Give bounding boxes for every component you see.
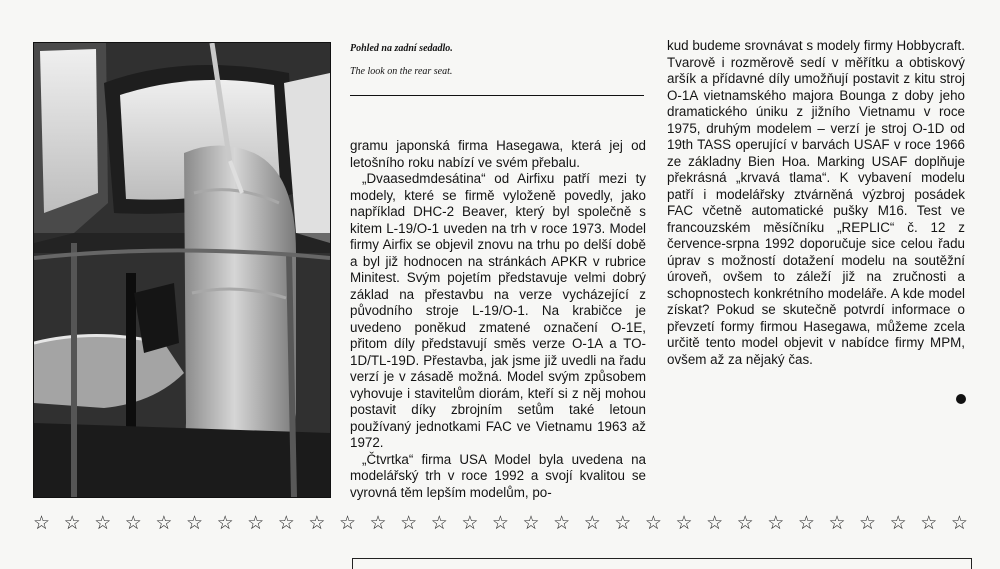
star-divider [33, 513, 968, 535]
bleed-through-text [650, 398, 970, 458]
star-icon: ☆ [553, 513, 571, 534]
star-icon: ☆ [491, 513, 509, 534]
star-icon: ☆ [797, 513, 815, 534]
star-icon: ☆ [920, 513, 938, 534]
aircraft-rear-seat-photo-icon [34, 43, 330, 497]
star-icon: ☆ [644, 513, 662, 534]
paragraph: gramu japonská firma Hasegawa, která jej od letošního roku nabízí ve svém přebalu. [350, 138, 646, 170]
star-icon: ☆ [461, 513, 479, 534]
star-icon: ☆ [889, 513, 907, 534]
star-icon: ☆ [583, 513, 601, 534]
star-icon: ☆ [124, 513, 142, 534]
star-icon: ☆ [828, 513, 846, 534]
star-icon: ☆ [338, 513, 356, 534]
star-icon: ☆ [522, 513, 540, 534]
star-icon: ☆ [950, 513, 968, 534]
photo-caption [350, 42, 640, 88]
star-icon: ☆ [155, 513, 173, 534]
rear-seat-photo [33, 42, 331, 498]
star-icon: ☆ [308, 513, 326, 534]
caption-czech: Pohled na zadní sedadlo. [350, 43, 453, 54]
star-icon: ☆ [369, 513, 387, 534]
next-box-border [352, 558, 972, 569]
star-icon: ☆ [614, 513, 632, 534]
star-icon: ☆ [430, 513, 448, 534]
star-icon: ☆ [859, 513, 877, 534]
end-of-article-bullet-icon [956, 394, 966, 404]
star-icon: ☆ [33, 513, 51, 534]
paragraph: kud budeme srovnávat s modely firmy Hobbycraft. Tvarově i rozměrově sedí v měřítku a obtiskový aršík a přídavné díly umožňují postavit z kitu stroj O-1A vietnamského majora Bounga z doby jeho dramatického úniku z jižního Vietnamu v roce 1975, druhým modelem – verzí je stroj O-1D od 19th TASS operující v barvách USAF v roce 1966 ze základny Bien Hoa. Marking USAF doplňuje překrásná „krvavá tlama“. K vybavení modelu patří i modelářsky ztvárněná výzbroj posádek FAC včetně automatické pušky M16. Test ve francouzském měsíčníku „REPLIC“ č. 12 z července-srpna 1992 doporučuje sice celou řadu úprav s možností dotažení modelu na soutěžní úroveň, ovšem to záleží již na zručnosti a schopnostech konkrétního modeláře. A kde model získat? Pokud se skutečně potvrdí informace o převzetí formy firmou Hasegawa, můžeme zcela určitě tento model objevit v nabídce firmy MPM, ovšem až za nějaký čas. [667, 38, 965, 367]
article-column-right [667, 38, 965, 368]
caption-divider [350, 95, 644, 96]
star-icon: ☆ [736, 513, 754, 534]
star-icon: ☆ [400, 513, 418, 534]
article-column-middle [350, 138, 646, 501]
star-icon: ☆ [675, 513, 693, 534]
star-icon: ☆ [247, 513, 265, 534]
star-icon: ☆ [767, 513, 785, 534]
caption-english: The look on the rear seat. [350, 66, 453, 77]
star-icon: ☆ [94, 513, 112, 534]
star-icon: ☆ [706, 513, 724, 534]
star-icon: ☆ [277, 513, 295, 534]
star-icon: ☆ [63, 513, 81, 534]
star-icon: ☆ [185, 513, 204, 534]
paragraph: „Čtvrtka“ firma USA Model byla uvedena na modelářský trh v roce 1992 a svojí kvalitou se vyrovná těm lepším modelům, po- [350, 451, 646, 500]
paragraph: „Dvaasedmdesátina“ od Airfixu patří mezi ty modely, které se firmě vyloženě povedly, jako například DHC-2 Beaver, který byl společně s kitem L-19/O-1 uveden na trh v roce 1973. Model firmy Airfix se objevil znovu na trhu po delší době a byl již hodnocen na stránkách APKR v rubrice Minitest. Svým pojetím představuje velmi dobrý základ na přestavbu na verze vycházející z původního stroje L-19/O-1. Na krabičce je uvedeno poněkud zmatené označení O-1E, přitom díly představují směs verze O-1A a TO-1D/TL-19D. Přestavba, jak jsme již uvedli na řadu verzí je v zásadě možná. Model svým způsobem vyhovuje i stavitelům diorám, kteří si z něj mohou postavit díky zbrojním setům také letoun používaný jednotkami FAC ve Vietnamu 1963 až 1972. [350, 171, 646, 450]
star-icon: ☆ [216, 513, 234, 534]
